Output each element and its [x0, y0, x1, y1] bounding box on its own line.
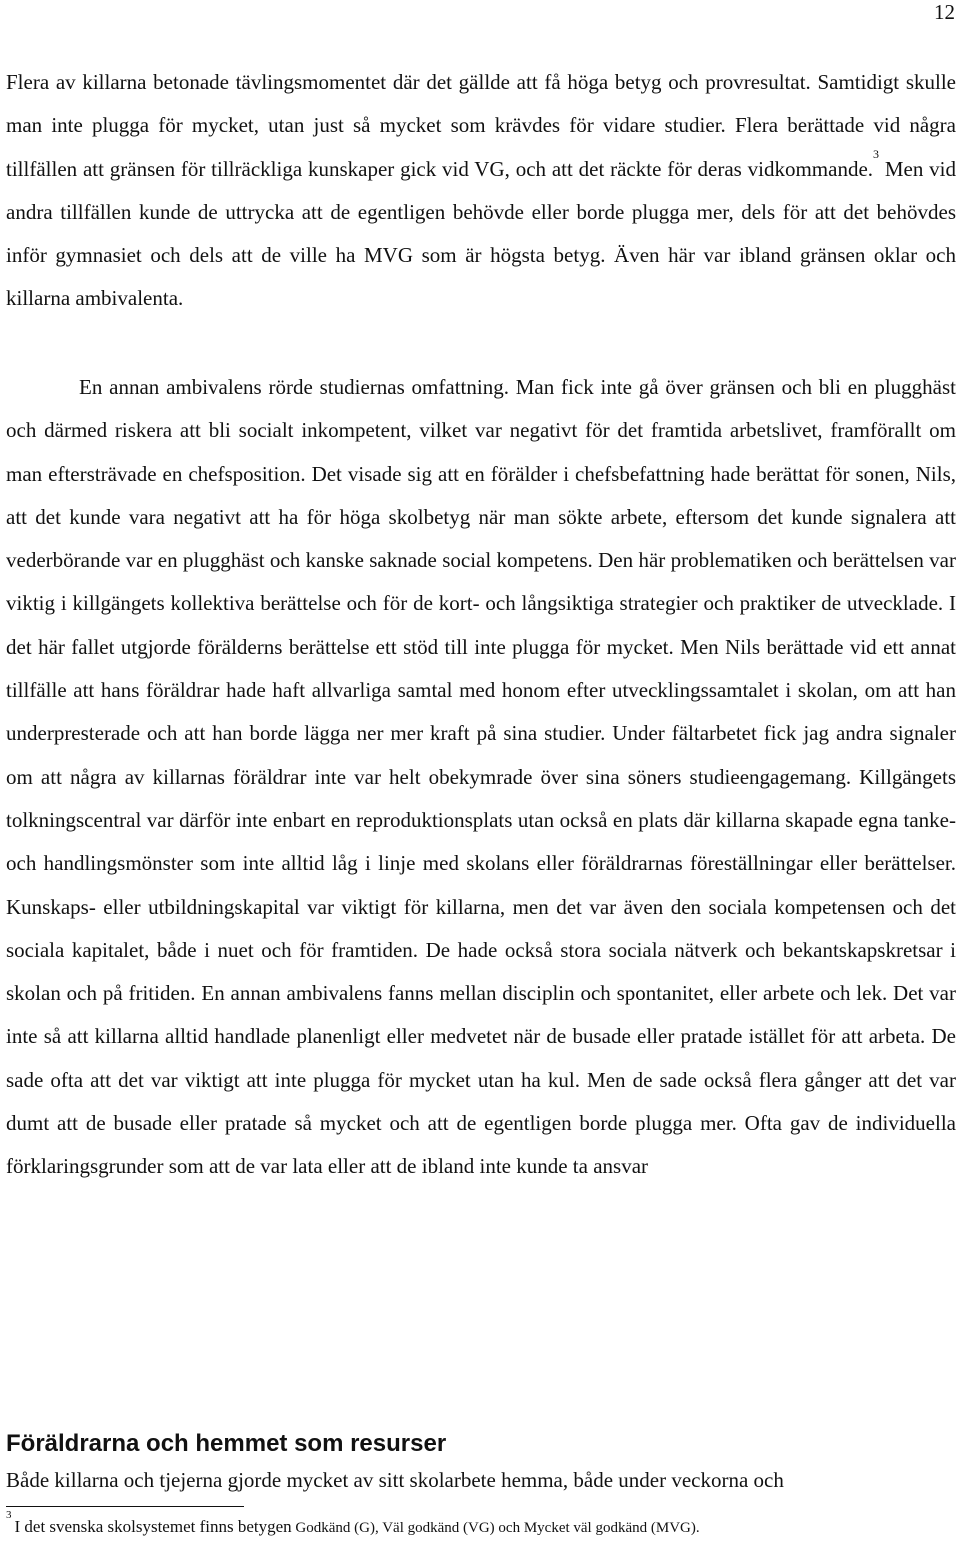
body-paragraph: En annan ambivalens rörde studiernas omfattning. Man fick inte gå över gränsen och bli en plugghäst och därmed riskera att bli socialt inkompetent, vilket var negativt för det framtida arbetslivet, framförallt om man eftersträvade en chefsposition. Det visade sig att en förälder i chefsbefattning hade berättat för sonen, Nils, att det kunde vara negativt att ha för höga skolbetyg när man sökte arbete, eftersom det kunde signalera att vederbörande var en plugghäst och kanske saknade social kompetens. Den här problematiken och berättelsen var viktig i killgängets kollektiva berättelse och för de kort- och långsiktiga strategier och praktiker de utvecklade. I det här fallet utgjorde förälderns berättelse ett stöd till inte plugga för mycket. Men Nils berättade vid ett annat tillfälle att hans föräldrar hade haft allvarliga samtal med honom efter utvecklingssamtalet i skolan, om att han underpresterade och att han borde lägga ner mer kraft på sina studier. Under fältarbetet fick jag andra signaler om att några av killarnas föräldrar inte var helt obekymrade över sina söners studieengagemang. Killgängets tolkningscentral var därför inte enbart en reproduktionsplats utan också en plats där killarna skapade egna tanke- och handlingsmönster som inte alltid låg i linje med skolans eller föräldrarnas föreställningar eller berättelser. Kunskaps- eller utbildningskapital var viktigt för killarna, men det var även den sociala kompetensen och det sociala kapitalet, både i nuet och för framtiden. De hade också stora sociala nätverk och bekantskapskretsar i skolan och på fritiden. En annan ambivalens fanns mellan disciplin och spontanitet, eller arbete och lek. Det var inte så att killarna alltid handlade planenligt eller medvetet när de busade eller pratade istället för att arbeta. De sade ofta att det var viktigt att inte plugga för mycket utan ha kul. Men de sade också flera gånger att det var dumt att de busade eller pratade så mycket och att de egentligen borde plugga mer. Ofta gav de individuella förklaringsgrunder som att de var lata eller att de ibland inte kunde ta ansvar: [6, 375, 956, 1179]
footnote-reference[interactable]: 3: [873, 146, 880, 161]
paragraph-text: Flera av killarna betonade tävlingsmomentet där det gällde att få höga betyg och provresultat. Samtidigt skulle man inte plugga för mycket, utan just så mycket som krävdes för vidare studier. Flera berättade vid några tillfällen att gränsen för tillräckliga kunskaper gick vid VG, och att det räckte för deras vidkommande.: [6, 70, 956, 181]
footnote-divider: [6, 1506, 244, 1507]
section-heading: Föräldrarna och hemmet som resurser: [6, 1430, 447, 1457]
footnote-text-grades: Godkänd (G), Väl godkänd (VG) och Mycket väl godkänd (MVG).: [291, 1520, 700, 1536]
page-number: 12: [934, 0, 955, 24]
footnote-number: 3: [6, 1509, 12, 1522]
body-paragraph: Både killarna och tjejerna gjorde mycket av sitt skolarbete hemma, både under veckorna och: [6, 1468, 784, 1492]
footnote-text: I det svenska skolsystemet finns betygen: [14, 1517, 292, 1536]
paragraph-text: Men vid andra tillfällen kunde de uttrycka att de egentligen behövde eller borde plugga mer, dels för att det behövdes inför gymnasiet och dels att de ville ha MVG som är högsta betyg. Även här var ibland gränsen oklar och killarna ambivalenta.: [6, 156, 957, 311]
footnote: [6, 1509, 956, 1539]
body-paragraph: [6, 61, 956, 321]
